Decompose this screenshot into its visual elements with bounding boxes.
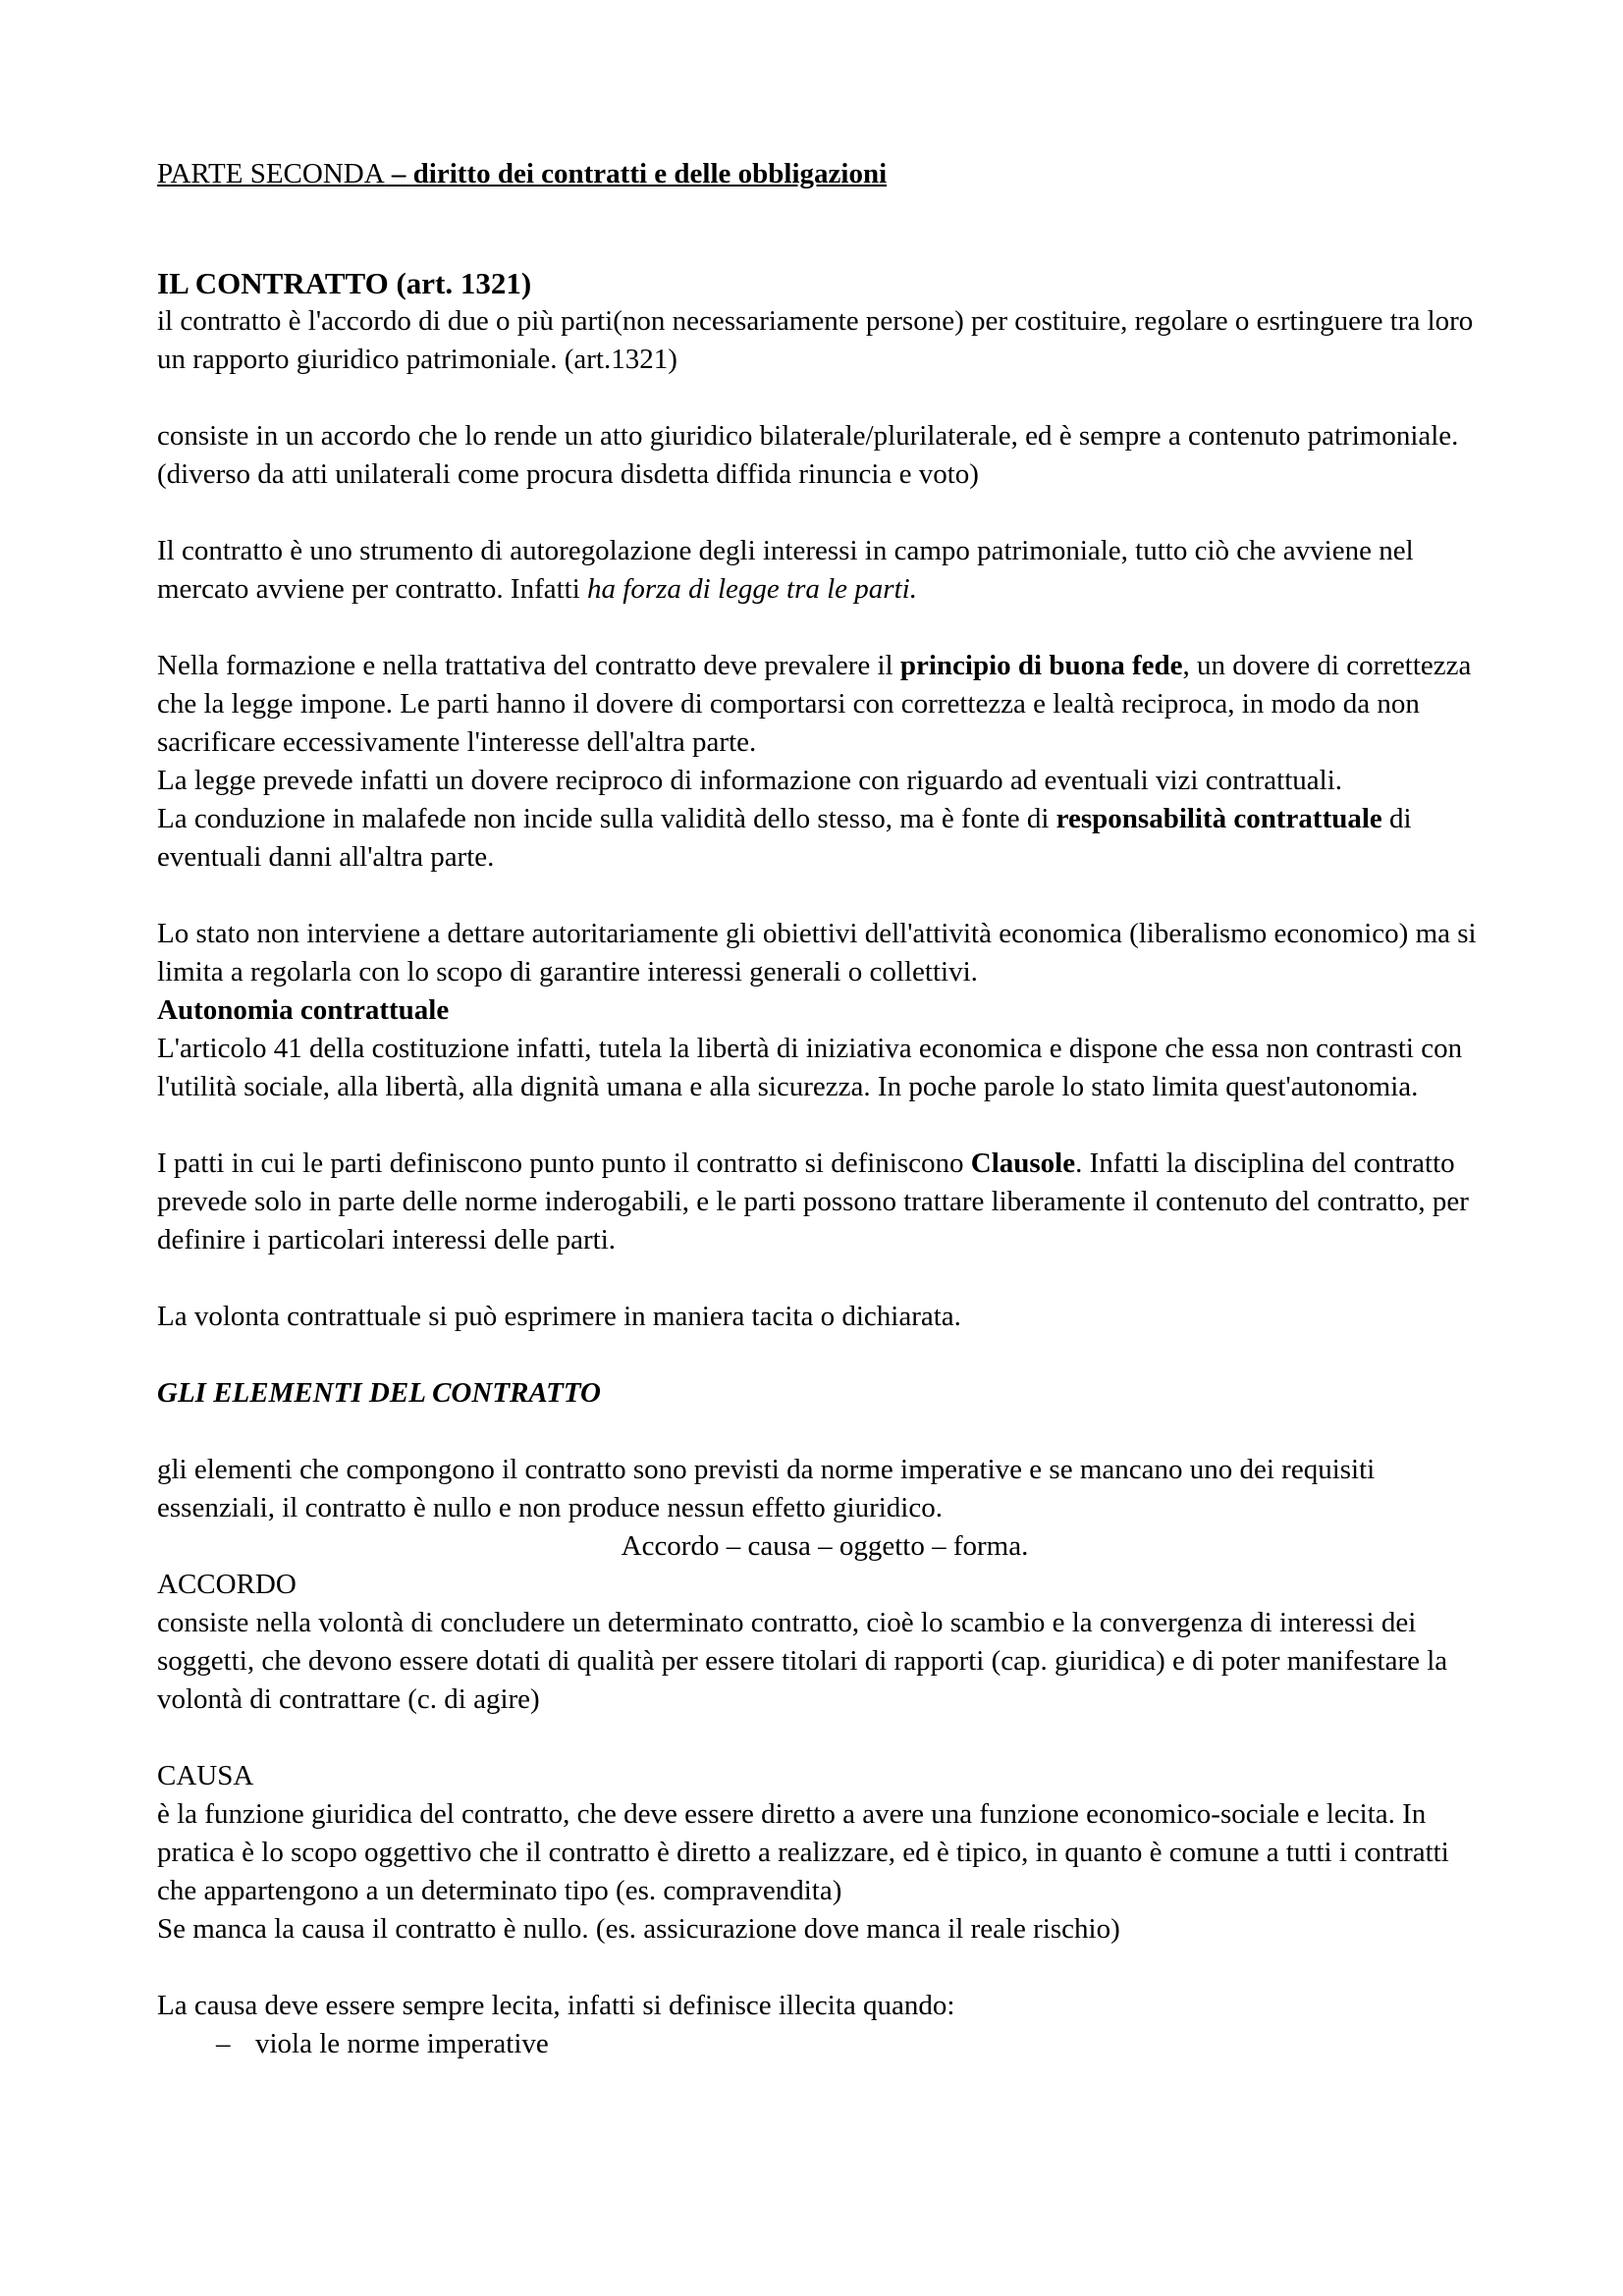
paragraph xyxy=(157,1145,1492,1259)
causa-illecita-list xyxy=(157,2025,1492,2063)
paragraph: il contratto è l'accordo di due o più parti(non necessariamente persone) per costituire, regolare o esrtinguere tra loro un rapporto giuridico patrimoniale. (art.1321) xyxy=(157,305,1474,375)
section-heading-contratto: IL CONTRATTO (art. 1321) xyxy=(157,266,532,300)
title-part1: PARTE SECONDA xyxy=(157,158,385,189)
section-heading-elementi: GLI ELEMENTI DEL CONTRATTO xyxy=(157,1377,601,1409)
text-run: Il contratto è uno strumento di autoregolazione degli interessi in campo patrimoniale, tutto ciò che avviene nel mercato avviene per contratto. Infatti xyxy=(157,535,1414,605)
text-run: di eventuali danni all'altra parte. xyxy=(157,803,1412,873)
dash-bullet: – xyxy=(216,2028,231,2059)
text-run: La conduzione in malafede non incide sulla validità dello stesso, ma è fonte di xyxy=(157,803,1056,834)
paragraph: L'articolo 41 della costituzione infatti, tutela la libertà di iniziativa economica e dispone che essa non contrasti con l'utilità sociale, alla libertà, alla dignità umana e alla sicurezza. In poche parole lo stato limita quest'autonomia. xyxy=(157,1033,1463,1102)
paragraph: consiste nella volontà di concludere un determinato contratto, cioè lo scambio e la convergenza di interessi dei soggetti, che devono essere dotati di qualità per essere titolari di rapporti (cap. giuridica) e di poter manifestare la volontà di contrattare (c. di agire) xyxy=(157,1607,1448,1715)
text-run: . Infatti la disciplina del contratto prevede solo in parte delle norme inderogabili, e le parti possono trattare liberamente il contenuto del contratto, per definire i particolari interessi delle parti. xyxy=(157,1148,1469,1255)
paragraph: è la funzione giuridica del contratto, che deve essere diretto a avere una funzione economico-sociale e lecita. In pratica è lo scopo oggettivo che il contratto è diretto a realizzare, ed è tipico, in quanto è comune a tutti i contratti che appartengono a un determinato tipo (es. compravendita) xyxy=(157,1798,1449,1906)
title-separator: – xyxy=(384,158,413,189)
bold-term: Clausole xyxy=(970,1148,1076,1179)
paragraph xyxy=(157,800,1492,877)
bold-term: principio di buona fede xyxy=(899,650,1183,681)
paragraph: La legge prevede infatti un dovere reciproco di informazione con riguardo ad eventuali vizi contrattuali. xyxy=(157,765,1343,796)
paragraph: Se manca la causa il contratto è nullo. (es. assicurazione dove manca il reale rischio) xyxy=(157,1913,1120,1945)
text-run: Nella formazione e nella trattativa del contratto deve prevalere il xyxy=(157,650,900,681)
text-run: I patti in cui le parti definiscono punto punto il contratto si definiscono xyxy=(157,1148,971,1179)
paragraph: consiste in un accordo che lo rende un atto giuridico bilaterale/plurilaterale, ed è sempre a contenuto patrimoniale. (diverso da atti unilaterali come procura disdetta diffida rinuncia e voto) xyxy=(157,420,1459,490)
paragraph xyxy=(157,647,1492,762)
subheading-autonomia: Autonomia contrattuale xyxy=(157,994,450,1026)
list-item xyxy=(216,2025,1492,2063)
subheading-accordo: ACCORDO xyxy=(157,1569,297,1600)
text-run: , un dovere di correttezza che la legge impone. Le parti hanno il dovere di comportarsi con correttezza e lealtà reciproca, in modo da non sacrificare eccessivamente l'interesse dell'altra parte. xyxy=(157,650,1472,758)
bold-term: responsabilità contrattuale xyxy=(1055,803,1382,834)
paragraph: La causa deve essere sempre lecita, infatti si definisce illecita quando: xyxy=(157,1990,955,2021)
italic-text: ha forza di legge tra le parti. xyxy=(587,573,917,605)
paragraph: gli elementi che compongono il contratto sono previsti da norme imperative e se mancano uno dei requisiti essenziali, il contratto è nullo e non produce nessun effetto giuridico. xyxy=(157,1454,1376,1523)
paragraph: Lo stato non interviene a dettare autoritariamente gli obiettivi dell'attività economica (liberalismo economico) ma si limita a regolarla con lo scopo di garantire interessi generali o collettivi. xyxy=(157,918,1477,988)
list-item-text: viola le norme imperative xyxy=(255,2028,549,2059)
document-page xyxy=(157,155,1492,2063)
elements-list-line: Accordo – causa – oggetto – forma. xyxy=(621,1530,1029,1562)
paragraph xyxy=(157,532,1492,609)
subheading-causa: CAUSA xyxy=(157,1760,254,1791)
document-title xyxy=(157,155,1492,193)
title-part2: diritto dei contratti e delle obbligazioni xyxy=(412,158,888,189)
paragraph: La volonta contrattuale si può esprimere in maniera tacita o dichiarata. xyxy=(157,1301,961,1332)
